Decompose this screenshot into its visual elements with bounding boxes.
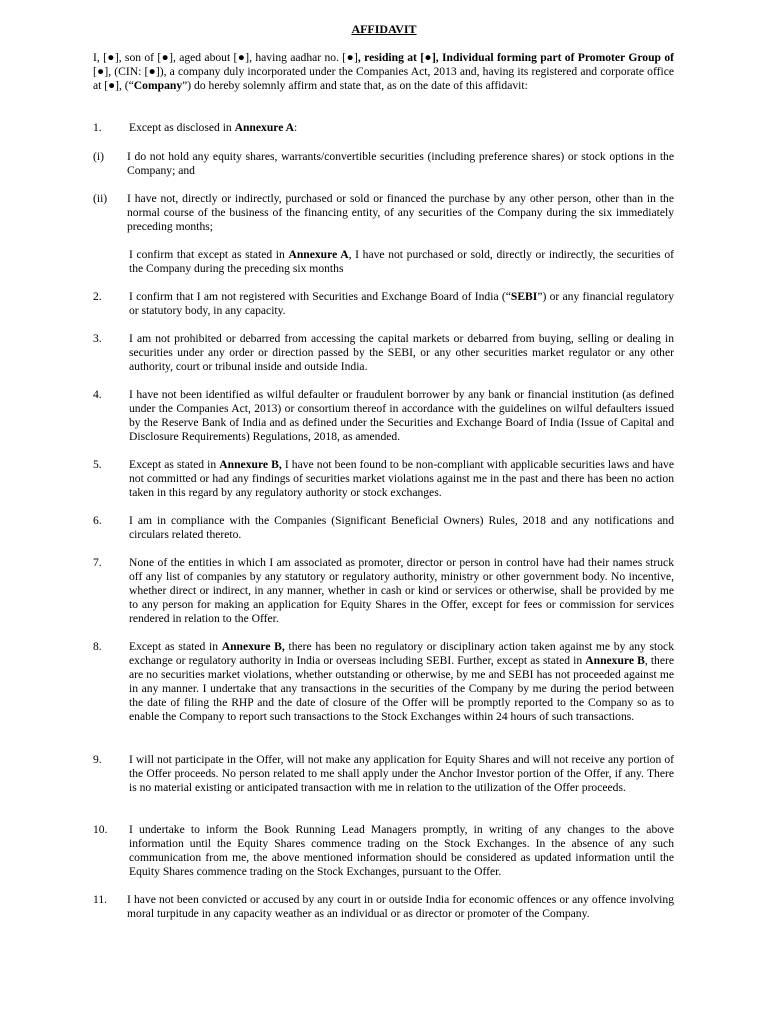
clause-number: 7. xyxy=(93,556,102,569)
annexure-ref: Annexure B, xyxy=(221,640,285,653)
clause-number: 4. xyxy=(93,388,102,401)
clause-number: 9. xyxy=(93,753,102,766)
clause-text-a: Except as stated in xyxy=(129,640,222,653)
intro-part-2: , residing at [●], Individual xyxy=(357,51,497,64)
clause-text: I have not, directly or indirectly, purchased or sold or financed the purchase by any other person, other than in the normal course of the business of the financing entity, of any securities of the Company during the six immediately preceding months; xyxy=(127,192,674,234)
clause-text-c: there has been no regulatory or disciplinary action taken against me by any stock exchange or regulatory authority in India or overseas including SEBI. Further, except as stated in xyxy=(129,640,674,668)
clause-text: None of the entities in which I am associated as promoter, director or person in control have had their names struck off any list of companies by any statutory or regulatory authority, ministry or other government body. No incentive, whether direct or indirect, in any manner, whether in cash or kind or services or otherwise, shall be provided by me to any person for making an application for Equity Shares in the Offer, except for fees or commission for services rendered in relation to the Offer. xyxy=(129,556,674,626)
clause-text-c: : xyxy=(293,121,298,134)
clause-number: 2. xyxy=(93,290,102,303)
annexure-ref: Annexure B, xyxy=(219,458,282,471)
clause-text-a: Except as stated in xyxy=(129,458,220,471)
clause-text xyxy=(129,121,674,135)
clause-text xyxy=(129,290,674,318)
clause-text: I undertake to inform the Book Running Lead Managers promptly, in writing of any changes to the above information until the Equity Shares commence trading on the Stock Exchanges. In the absence of any such communication from me, the above mentioned information should be considered as updated information until the Equity Shares commence trading on the Stock Exchanges, pursuant to the Offer. xyxy=(129,823,674,879)
clause-text xyxy=(129,640,674,725)
intro-paragraph xyxy=(93,51,674,93)
confirm-text-a: I confirm that except as stated in xyxy=(129,248,289,261)
intro-part-1: I, [●], son of [●], aged about [●], having aadhar no. [●] xyxy=(93,51,358,64)
clause-number: 1. xyxy=(93,121,102,134)
document-title: AFFIDAVIT xyxy=(351,22,417,36)
clause-text: I am not prohibited or debarred from accessing the capital markets or debarred from buying, selling or dealing in securities under any order or direction passed by the SEBI, or any other securities market regulator or any other authority, court or tribunal inside and outside India. xyxy=(129,332,674,374)
clause-number: (ii) xyxy=(93,192,108,205)
clause-number: 5. xyxy=(93,458,102,471)
annexure-ref: Annexure B xyxy=(585,654,645,668)
clause-text-e: , there are no securities market violations, whether outstanding or otherwise, by me and SEBI has not proceeded against me in any manner. I undertake that any transactions in the securities of the Company by me during the period between the date of filing the RHP and the date of closure of the Offer will be promptly reported to the Company so as to enable the Company to report such transactions to the Stock Exchanges within 24 hours of such transactions. xyxy=(129,654,675,724)
clause-number: 11. xyxy=(93,893,108,906)
clause-number: 6. xyxy=(93,514,102,527)
intro-company-term: Company xyxy=(133,79,183,93)
clause-number: 3. xyxy=(93,332,102,345)
clause-text: I am in compliance with the Companies (Significant Beneficial Owners) Rules, 2018 and any notifications and circulars related thereto. xyxy=(129,514,674,542)
annexure-ref: Annexure A xyxy=(234,121,294,134)
clause-text-a: I confirm that I am not registered with Securities and Exchange Board of India (“ xyxy=(129,290,511,303)
intro-part-4: [●], (CIN: [●]), a company duly incorporated under the Companies Act, 2013 and, having its registered and corporate office at [●], (“ xyxy=(93,65,674,93)
intro-part-3: forming part of Promoter Group of xyxy=(496,51,674,64)
clause-number: (i) xyxy=(93,150,104,163)
confirm-text-c: , I have not purchased or sold, directly or indirectly, the securities of the Company during the preceding six months xyxy=(129,248,674,276)
clause-text: I do not hold any equity shares, warrants/convertible securities (including preference shares) or stock options in the Company; and xyxy=(127,150,674,178)
sebi-term: SEBI xyxy=(510,290,538,303)
clause-text: I will not participate in the Offer, will not make any application for Equity Shares and will not receive any portion of the Offer proceeds. No person related to me shall apply under the Anchor Investor portion of the Offer, if any. There is no material existing or anticipated transaction with me in relation to the utilization of the Offer proceeds. xyxy=(129,753,674,795)
confirmation-paragraph xyxy=(129,248,674,276)
intro-part-6: ”) do hereby solemnly affirm and state that, as on the date of this affidavit: xyxy=(182,79,528,93)
clause-number: 10. xyxy=(93,823,108,836)
clause-text: I have not been convicted or accused by any court in or outside India for economic offences or any offence involving moral turpitude in any capacity weather as an individual or as director or promoter of the Company. xyxy=(127,893,674,921)
clause-text xyxy=(129,458,674,500)
clause-number: 8. xyxy=(93,640,102,653)
clause-text-a: Except as disclosed in xyxy=(129,121,235,134)
clause-text-c: ”) or any financial regulatory or statutory body, in any capacity. xyxy=(129,290,674,318)
clause-text-c: I have not been found to be non-compliant with applicable securities laws and have not committed or had any findings of securities market violations against me in the past and there has been no action taken in this regard by any regulatory authority or stock exchanges. xyxy=(129,458,674,500)
clause-text: I have not been identified as wilful defaulter or fraudulent borrower by any bank or financial institution (as defined under the Companies Act, 2013) or consortium thereof in accordance with the guidelines on wilful defaulters issued by the Reserve Bank of India and as defined under the Securities and Exchange Board of India (Issue of Capital and Disclosure Requirements) Regulations, 2018, as amended. xyxy=(129,388,674,444)
annexure-ref: Annexure A xyxy=(288,248,349,261)
